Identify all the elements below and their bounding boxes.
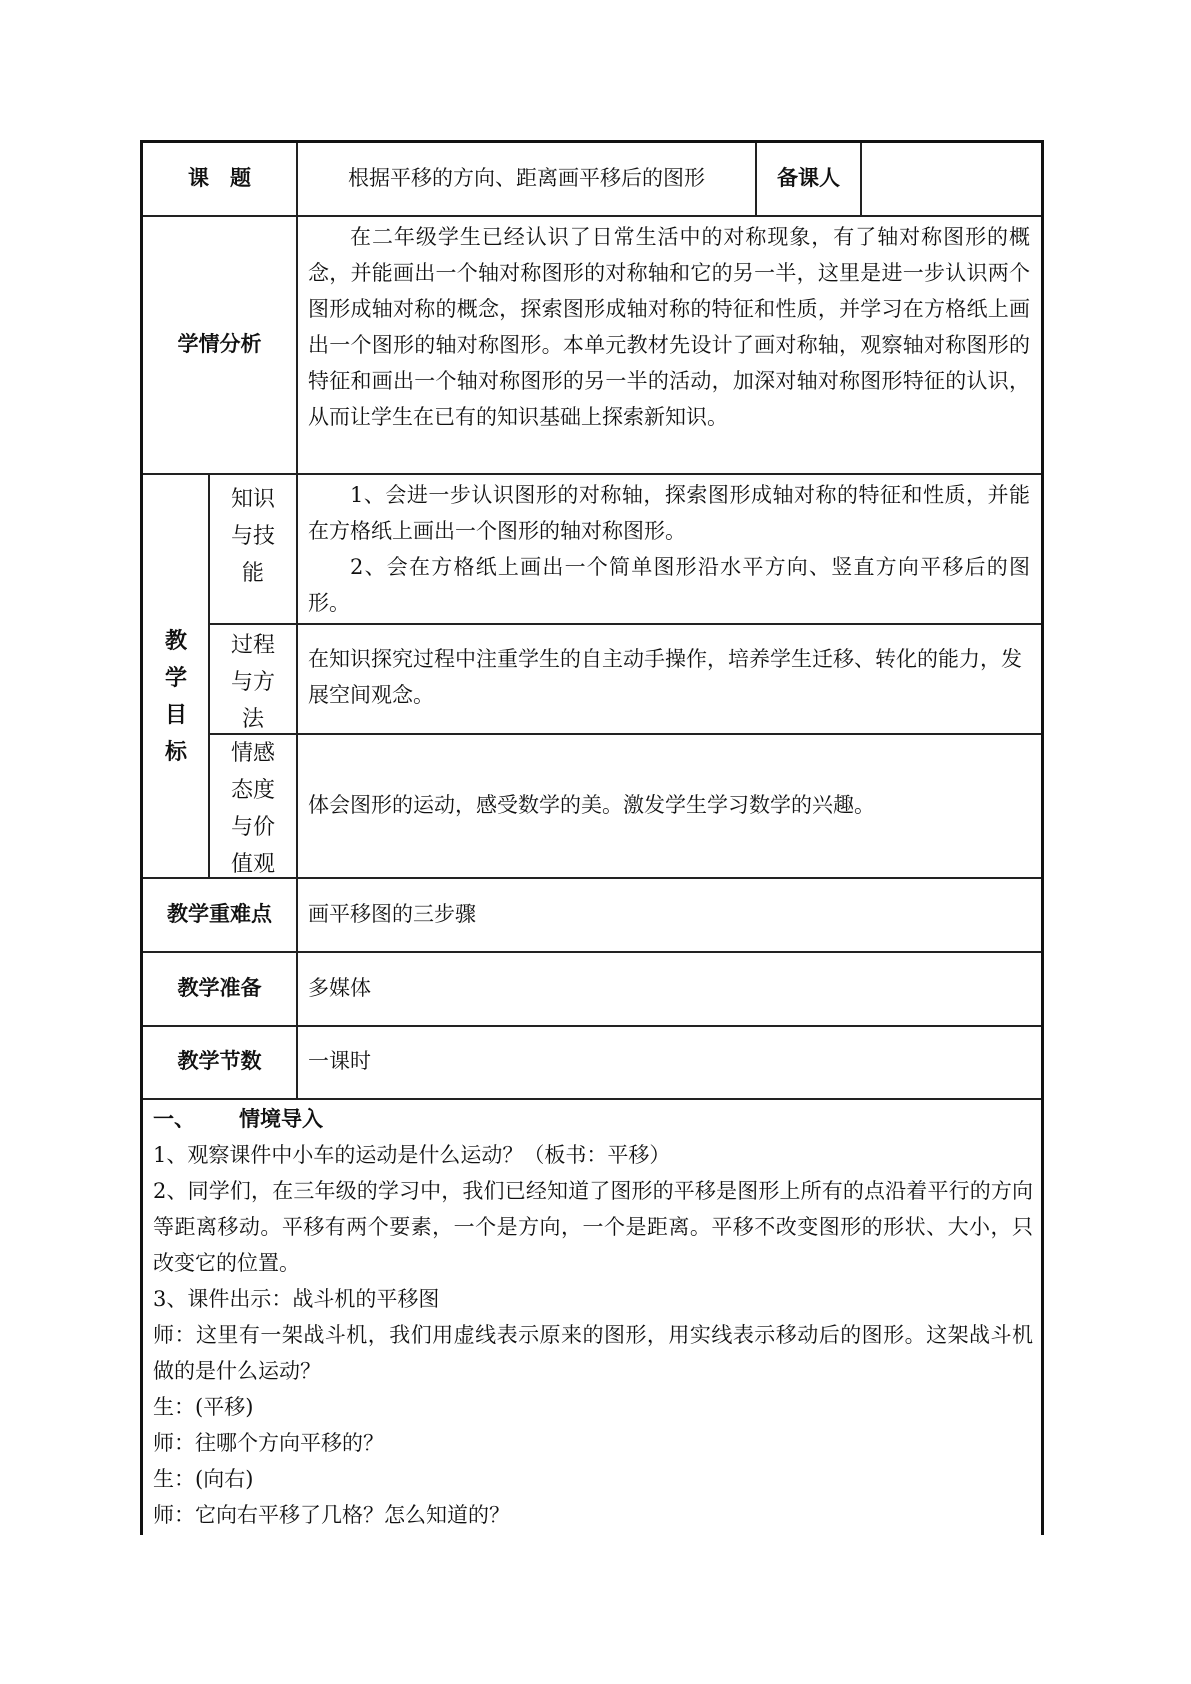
section-heading — [153, 1101, 1033, 1137]
section-title: 情境导入 — [239, 1107, 323, 1131]
preparer-label: 备课人 — [777, 166, 840, 190]
analysis-text: 在二年级学生已经认识了日常生活中的对称现象，有了轴对称图形的概念，并能画出一个轴对称图形的对称轴和它的另一半，这里是进一步认识两个图形成轴对称的概念，探索图形成轴对称的特征和性质，并学习在方格纸上画出一个图形的轴对称图形。本单元教材先设计了画对称轴，观察轴对称图形的特征和画出一个轴对称图形的另一半的活动，加深对轴对称图形特征的认识，从而让学生在已有的知识基础上探索新知识。 — [308, 225, 1030, 429]
knowledge-item-1: 1、会进一步认识图形的对称轴，探索图形成轴对称的特征和性质，并能在方格纸上画出一个图形的轴对称图形。 — [308, 483, 1030, 543]
knowledge-item-2: 2、会在方格纸上画出一个简单图形沿水平方向、竖直方向平移后的图形。 — [308, 555, 1030, 615]
knowledge-label: 知识 与技 能 — [230, 487, 275, 586]
lesson-line: 师：往哪个方向平移的？ — [153, 1431, 384, 1455]
topic-label: 课 题 — [188, 166, 251, 190]
process-text: 在知识探究过程中注重学生的自主动手操作，培养学生迁移、转化的能力，发展空间观念。 — [308, 647, 1022, 707]
keypoints-value: 画平移图的三步骤 — [308, 902, 476, 926]
goals-label: 教 学 目 标 — [164, 629, 187, 765]
keypoints-label: 教学重难点 — [167, 902, 272, 926]
lesson-line: 师：这里有一架战斗机，我们用虚线表示原来的图形，用实线表示移动后的图形。这架战斗机做的是什么运动？ — [153, 1323, 1033, 1383]
lesson-body — [153, 1101, 1033, 1533]
lesson-line: 生：(平移) — [153, 1395, 254, 1419]
section-number: 一、 — [153, 1107, 195, 1131]
process-label: 过程 与方 法 — [230, 633, 275, 732]
lesson-line: 生：(向右) — [153, 1467, 254, 1491]
lesson-plan-table — [140, 140, 1044, 1535]
preparation-label: 教学准备 — [177, 976, 262, 1000]
preparation-value: 多媒体 — [308, 976, 371, 1000]
lesson-line: 师：它向右平移了几格？怎么知道的？ — [153, 1503, 510, 1527]
periods-value: 一课时 — [308, 1049, 371, 1073]
lesson-line: 3、课件出示：战斗机的平移图 — [153, 1287, 440, 1311]
emotion-label: 情感 态度 与价 值观 — [230, 741, 275, 877]
emotion-text: 体会图形的运动，感受数学的美。激发学生学习数学的兴趣。 — [308, 793, 875, 817]
periods-label: 教学节数 — [177, 1049, 262, 1073]
lesson-line: 2、同学们，在三年级的学习中，我们已经知道了图形的平移是图形上所有的点沿着平行的方向等距离移动。平移有两个要素，一个是方向，一个是距离。平移不改变图形的形状、大小，只改变它的位置。 — [153, 1179, 1033, 1275]
topic-value: 根据平移的方向、距离画平移后的图形 — [348, 166, 705, 190]
lesson-line: 1、观察课件中小车的运动是什么运动？（板书：平移） — [153, 1143, 671, 1167]
analysis-label: 学情分析 — [177, 332, 262, 356]
